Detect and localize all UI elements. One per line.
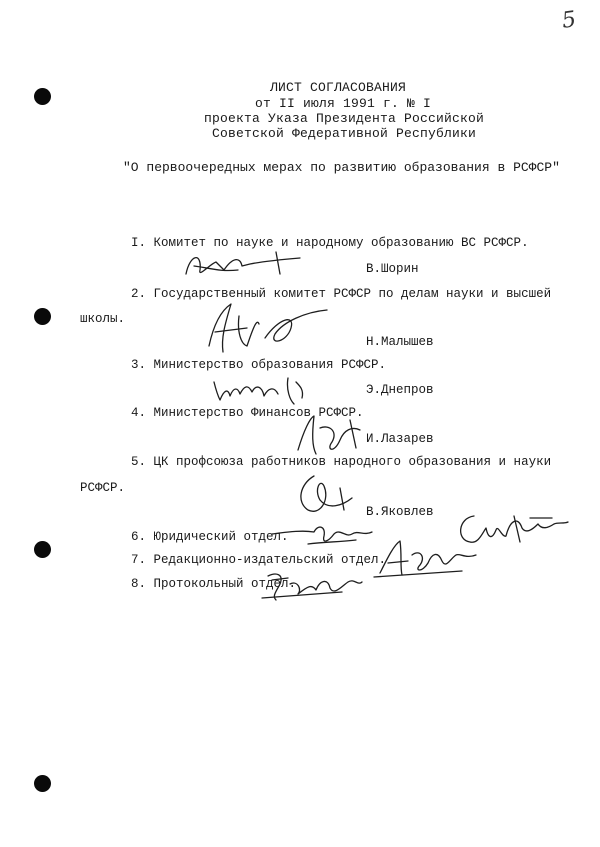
signature-shorin bbox=[180, 244, 310, 284]
binder-hole-3 bbox=[34, 541, 51, 558]
binder-hole-1 bbox=[34, 88, 51, 105]
header-line-3: проекта Указа Президента Российской bbox=[204, 111, 485, 126]
item-5-continuation: РСФСР. bbox=[80, 481, 126, 495]
item-2-continuation: школы. bbox=[80, 312, 126, 326]
item-6-text: 6. Юридический отдел. bbox=[131, 530, 289, 544]
header-line-4: Советской Федеративной Республики bbox=[212, 126, 477, 141]
header-line-1: ЛИСТ СОГЛАСОВАНИЯ bbox=[270, 80, 407, 95]
signature-yakovlev bbox=[290, 470, 370, 518]
item-3-signer: Э.Днепров bbox=[366, 383, 434, 397]
item-8-text: 8. Протокольный отдел. bbox=[131, 577, 297, 591]
item-2-signer: Н.Малышев bbox=[366, 335, 434, 349]
signature-lazarev bbox=[290, 410, 370, 458]
signature-editorial-dept bbox=[372, 535, 482, 579]
item-5-text: 5. ЦК профсоюза работников народного образования и науки bbox=[131, 455, 552, 469]
signature-malyshev bbox=[195, 298, 335, 358]
item-5-signer: В.Яковлев bbox=[366, 505, 434, 519]
item-4-text: 4. Министерство Финансов РСФСР. bbox=[131, 406, 364, 420]
item-7-text: 7. Редакционно-издательский отдел. bbox=[131, 553, 387, 567]
item-1-text: I. Комитет по науке и народному образованию ВС РСФСР. bbox=[131, 236, 529, 250]
signature-protocol-dept bbox=[258, 566, 368, 606]
document-title: "О первоочередных мерах по развитию образования в РСФСР" bbox=[123, 160, 560, 175]
signature-dneprov bbox=[208, 372, 318, 408]
signature-legal-dept bbox=[268, 520, 378, 550]
item-2-text: 2. Государственный комитет РСФСР по делам науки и высшей bbox=[131, 287, 552, 301]
binder-hole-2 bbox=[34, 308, 51, 325]
item-3-text: 3. Министерство образования РСФСР. bbox=[131, 358, 387, 372]
binder-hole-4 bbox=[34, 775, 51, 792]
header-line-2: от II июля 1991 г. № I bbox=[255, 96, 432, 111]
item-4-signer: И.Лазарев bbox=[366, 432, 434, 446]
item-1-signer: В.Шорин bbox=[366, 262, 419, 276]
page-number: 5 bbox=[560, 7, 578, 34]
